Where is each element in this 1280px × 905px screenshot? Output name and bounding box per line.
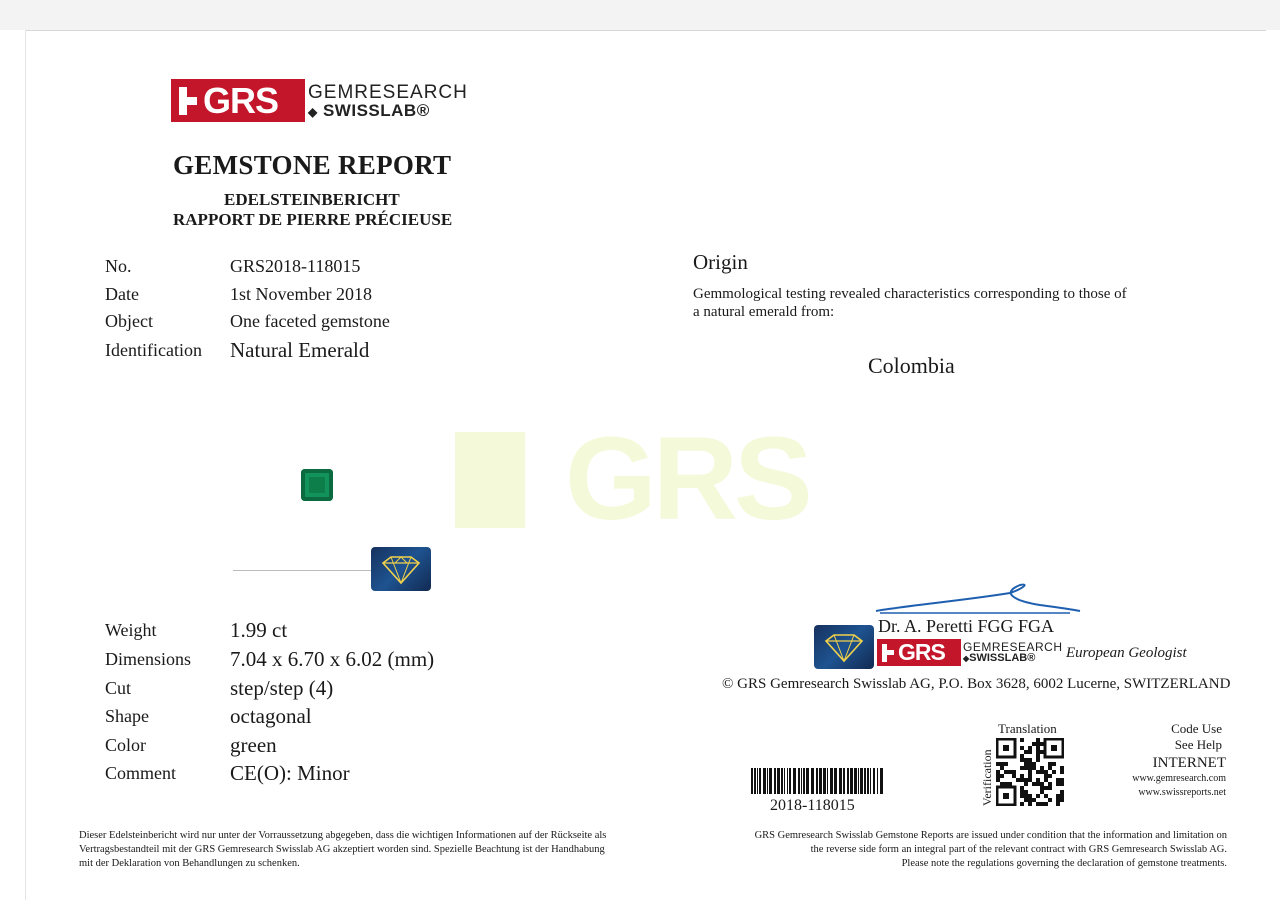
- report-title: GEMSTONE REPORT: [173, 150, 452, 180]
- object-label: Object: [105, 311, 153, 331]
- origin-heading: Origin: [693, 250, 748, 274]
- cut-label: Cut: [105, 678, 132, 698]
- scan-top-margin: [0, 0, 1280, 30]
- gemstone-photo: [301, 469, 333, 501]
- identification-label: Identification: [105, 340, 202, 360]
- no-label: No.: [105, 256, 132, 276]
- footnote-english-line3: Please note the regulations governing the declaration of gemstone treatments.: [901, 858, 1227, 869]
- translation-label: Translation: [998, 721, 1057, 736]
- watermark-logo: GRS: [565, 413, 809, 545]
- barcode-number: 2018-118015: [770, 797, 855, 814]
- origin-text: Gemmological testing revealed characteristics corresponding to those of a natural emerald from:: [693, 286, 1127, 320]
- grs-logo-small: GRS GEMRESEARCH ◆SWISSLAB®: [877, 639, 1063, 666]
- logo-line1: GEMRESEARCH: [308, 81, 468, 103]
- comment-value: CE(O): Minor: [230, 761, 350, 785]
- dimensions-label: Dimensions: [105, 649, 192, 669]
- date-value: 1st November 2018: [230, 284, 372, 304]
- shape-value: octagonal: [230, 704, 312, 728]
- verification-label: Verification: [980, 749, 994, 806]
- website-link-2[interactable]: www.swissreports.net: [1138, 787, 1226, 798]
- website-link-1[interactable]: www.gemresearch.com: [1132, 773, 1226, 784]
- weight-label: Weight: [105, 620, 157, 640]
- dimensions-value: 7.04 x 6.70 x 6.02 (mm): [230, 647, 435, 671]
- page-top-edge: [26, 30, 1266, 31]
- grs-logo-mark: GRS: [171, 79, 305, 122]
- no-value: GRS2018-118015: [230, 256, 361, 276]
- barcode-icon: [751, 768, 887, 794]
- object-value: One faceted gemstone: [230, 311, 390, 331]
- identification-value: Natural Emerald: [230, 338, 370, 362]
- grs-cross-icon-small: [882, 644, 894, 662]
- signatory-title: European Geologist: [1066, 645, 1187, 661]
- cut-value: step/step (4): [230, 676, 334, 700]
- websites: [1090, 772, 1226, 800]
- color-label: Color: [105, 735, 147, 755]
- report-subtitle-fr: RAPPORT DE PIERRE PRÉCIEUSE: [173, 210, 453, 229]
- footnote-english-line2: the reverse side form an integral part of the relevant contract with GRS Gemresearch Swisslab AG.: [810, 844, 1227, 855]
- origin-country: Colombia: [868, 353, 955, 378]
- page-left-edge: [25, 30, 26, 900]
- internet-label: INTERNET: [1152, 755, 1226, 771]
- watermark-mark: [455, 432, 525, 528]
- code-use-help: [1130, 721, 1222, 753]
- comment-label: Comment: [105, 763, 176, 783]
- footnote-english: [696, 829, 1227, 871]
- footnote-english-line1: GRS Gemresearch Swisslab Gemstone Reports are issued under condition that the information and limitation on: [754, 830, 1227, 841]
- logo-line2: SWISSLAB®: [322, 100, 430, 120]
- grs-cross-icon: [179, 87, 197, 115]
- signatory-name: Dr. A. Peretti FGG FGA: [878, 616, 1055, 636]
- diamond-icon: ◆: [308, 104, 318, 119]
- grs-logo: [171, 79, 468, 122]
- color-value: green: [230, 733, 277, 757]
- footnote-german: Dieser Edelsteinbericht wird nur unter der Vorraussetzung abgegeben, dass die wichtigen Informationen auf der Rückseite als Vertragsbestandteil mit der GRS Gemresearch Swisslab AG akzeptiert worden sind. Spezielle Beachtung ist der Handhabung mit der Deklaration von Behandlungen zu schenken.: [79, 830, 607, 869]
- code-use-label: Code Use: [1171, 721, 1222, 736]
- diamond-icon-small: ◆: [963, 654, 970, 663]
- hologram-diamond-icon: [371, 547, 431, 591]
- qr-code-icon[interactable]: [996, 738, 1064, 806]
- date-label: Date: [105, 284, 139, 304]
- report-subtitle-de: EDELSTEINBERICHT: [224, 190, 400, 209]
- weight-value: 1.99 ct: [230, 618, 288, 642]
- divider-line: [233, 570, 373, 571]
- see-help-label: See Help: [1174, 737, 1222, 752]
- signature-icon: [870, 575, 1085, 617]
- copyright-address: © GRS Gemresearch Swisslab AG, P.O. Box 3628, 6002 Lucerne, SWITZERLAND: [722, 676, 1231, 692]
- hologram-diamond-icon-2: [814, 625, 874, 669]
- shape-label: Shape: [105, 706, 149, 726]
